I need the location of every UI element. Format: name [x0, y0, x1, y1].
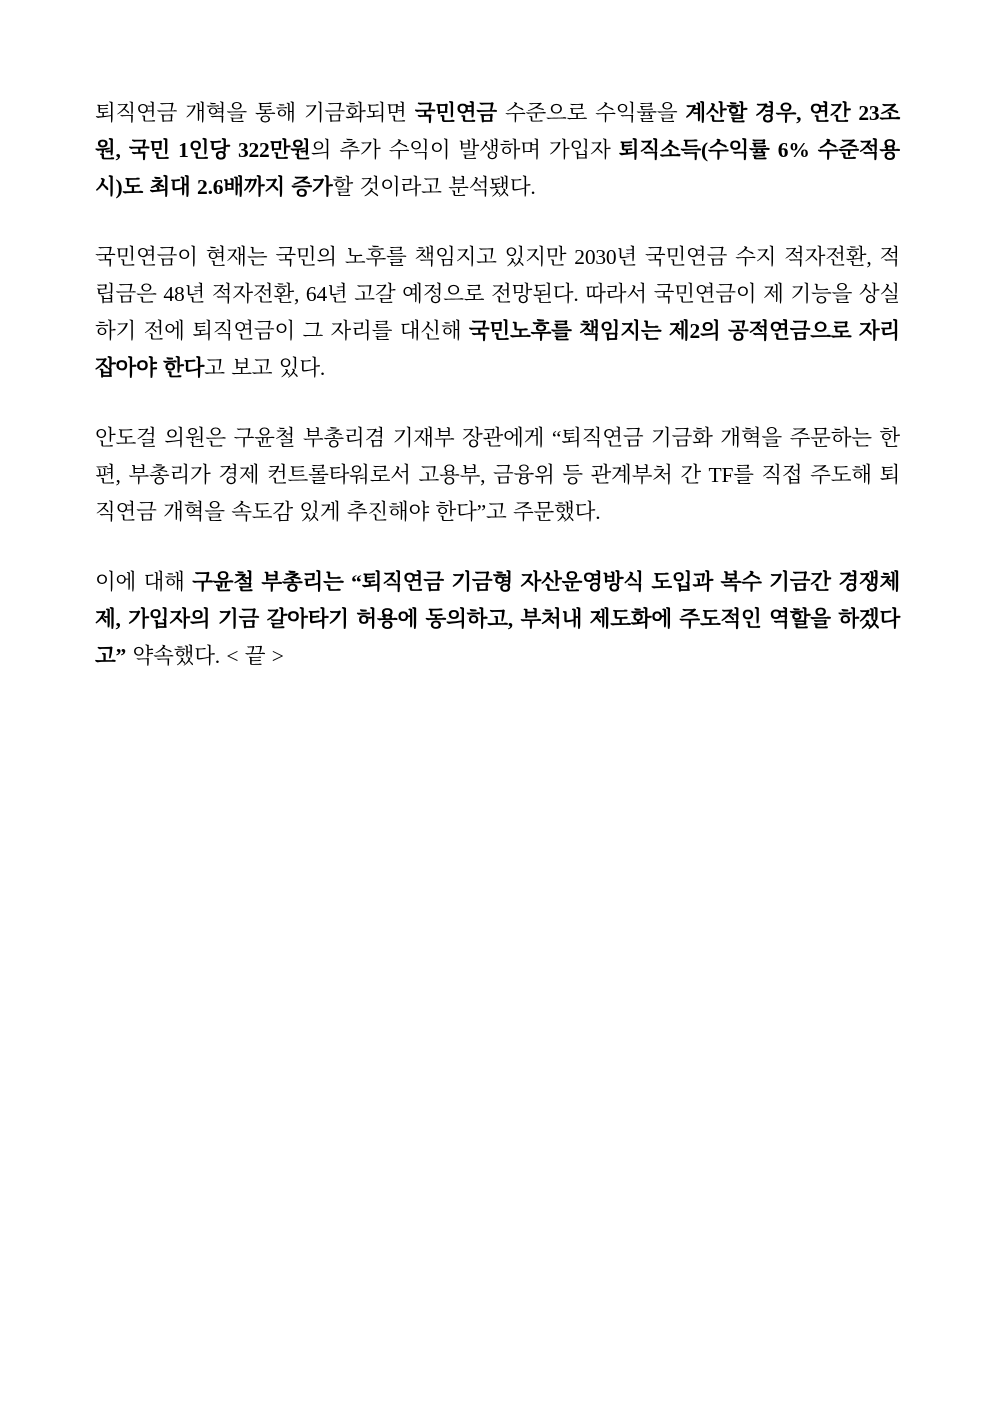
text-run: 할 것이라고 분석됐다.: [332, 174, 536, 199]
text-run: 계산할 경우, 연간 23조원, 국민 1인당 322만원: [95, 101, 900, 162]
paragraph-2: [95, 239, 900, 387]
text-run: 구윤철 부총리는 “퇴직연금 기금형 자산운영방식 도입과 복수 기금간 경쟁체제, 가입자의 기금 갈아타기 허용에 동의하고, 부처내 제도화에 주도적인 역할을 하겠다고”: [95, 569, 900, 668]
text-run: 퇴직연금 개혁을 통해 기금화되면: [95, 101, 415, 125]
paragraph-1: [95, 95, 900, 206]
text-run: 안도걸 의원은 구윤철 부총리겸 기재부 장관에게 “퇴직연금 기금화 개혁을 주문하는 한편, 부총리가 경제 컨트롤타워로서 고용부, 금융위 등 관계부처 간 TF를 직접 주도해 퇴직연금 개혁을 속도감 있게 추진해야 한다”고 주문했다.: [95, 425, 900, 524]
text-run: 국민연금이 현재는 국민의 노후를 책임지고 있지만 2030년 국민연금 수지 적자전환, 적립금은 48년 적자전환, 64년 고갈 예정으로 전망된다. 따라서 국민연금이 제 기능을 상실하기 전에 퇴직연금이 그 자리를 대신해: [95, 244, 900, 343]
text-run: 퇴직소득(수익률 6% 수준적용시)도 최대 2.6배까지 증가: [95, 137, 900, 199]
text-run: < 끝 >: [226, 643, 284, 668]
text-run: 국민노후를 책임지는 제2의 공적연금으로 자리 잡아야 한다: [95, 318, 900, 380]
text-run: 수준으로 수익률을: [496, 101, 686, 125]
paragraph-4: [95, 564, 900, 675]
text-run: 약속했다.: [126, 643, 227, 668]
document-body: [95, 95, 900, 675]
paragraph-3: [95, 420, 900, 531]
text-run: 고 보고 있다.: [204, 355, 326, 380]
text-run: 국민연금: [414, 101, 497, 125]
text-run: 이에 대해: [95, 569, 193, 594]
text-run: 의 추가 수익이 발생하며 가입자: [310, 137, 619, 162]
